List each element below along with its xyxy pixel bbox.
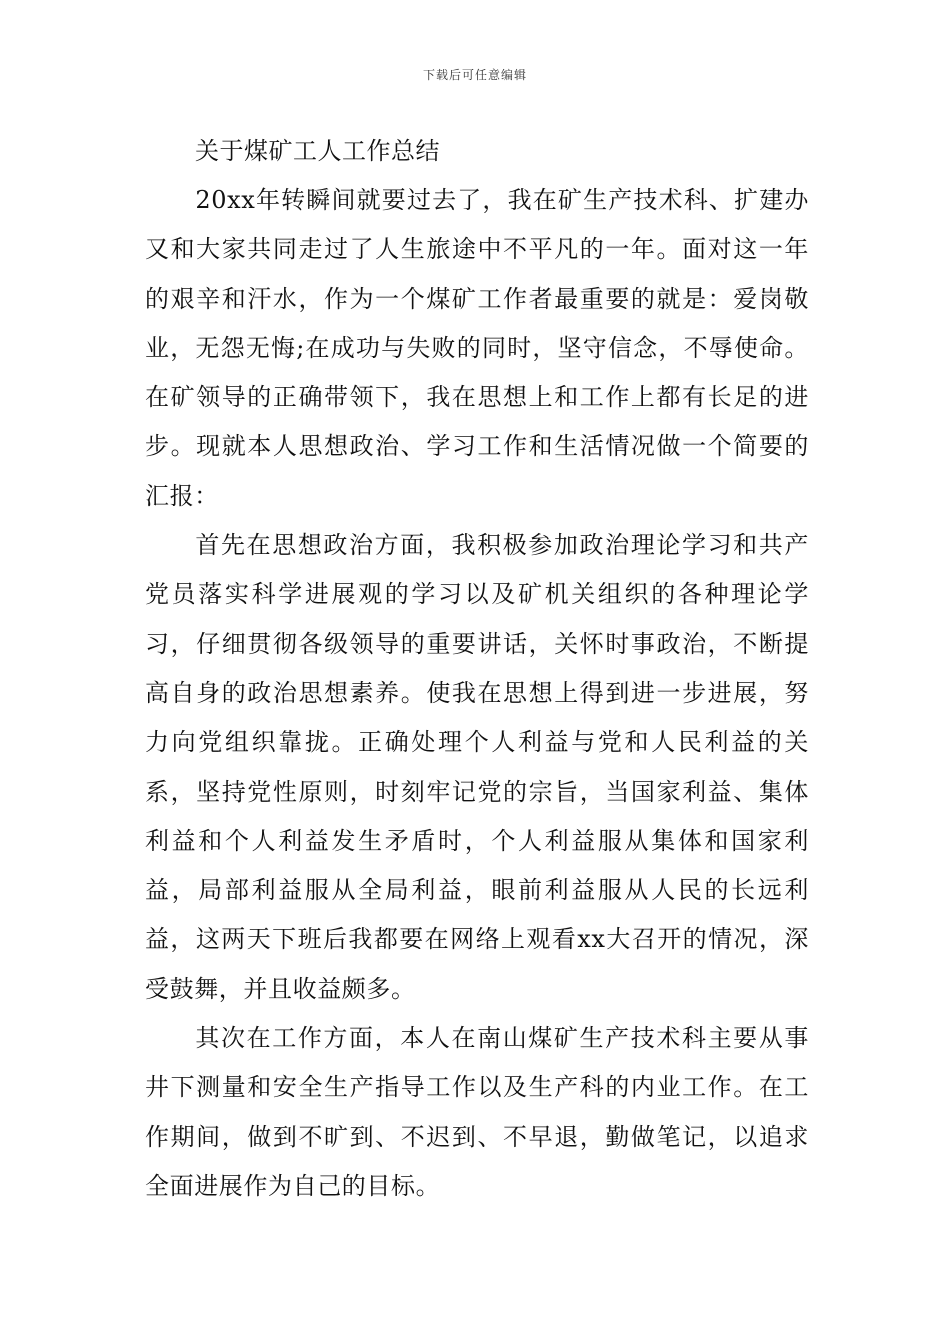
header-note: 下载后可任意编辑 <box>422 68 527 82</box>
paragraph-political: 首先在思想政治方面，我积极参加政治理论学习和共产党员落实科学进展观的学习以及矿机关组织的各种理论学习，仔细贯彻各级领导的重要讲话，关怀时事政治，不断提高自身的政治思想素养。使我在思想上得到进一步进展，努力向党组织靠拢。正确处理个人利益与党和人民利益的关系，坚持党性原则，时刻牢记党的宗旨，当国家利益、集体利益和个人利益发生矛盾时，个人利益服从集体和国家利益，局部利益服从全局利益，眼前利益服从人民的长远利益，这两天下班后我都要在网络上观看xx大召开的情况，深受鼓舞，并且收益颇多。 <box>145 531 809 1003</box>
document-title: 关于煤矿工人工作总结 <box>195 137 440 165</box>
paragraph-work: 其次在工作方面，本人在南山煤矿生产技术科主要从事井下测量和安全生产指导工作以及生产科的内业工作。在工作期间，做到不旷到、不迟到、不早退，勤做笔记，以追求全面进展作为自己的目标。 <box>145 1024 809 1200</box>
document-body <box>145 126 809 1211</box>
paragraph-intro: 20xx年转瞬间就要过去了，我在矿生产技术科、扩建办又和大家共同走过了人生旅途中不平凡的一年。面对这一年的艰辛和汗水，作为一个煤矿工作者最重要的就是：爱岗敬业，无怨无悔;在成功与失败的同时，坚守信念，不辱使命。在矿领导的正确带领下，我在思想上和工作上都有长足的进步。现就本人思想政治、学习工作和生活情况做一个简要的汇报： <box>145 186 809 510</box>
